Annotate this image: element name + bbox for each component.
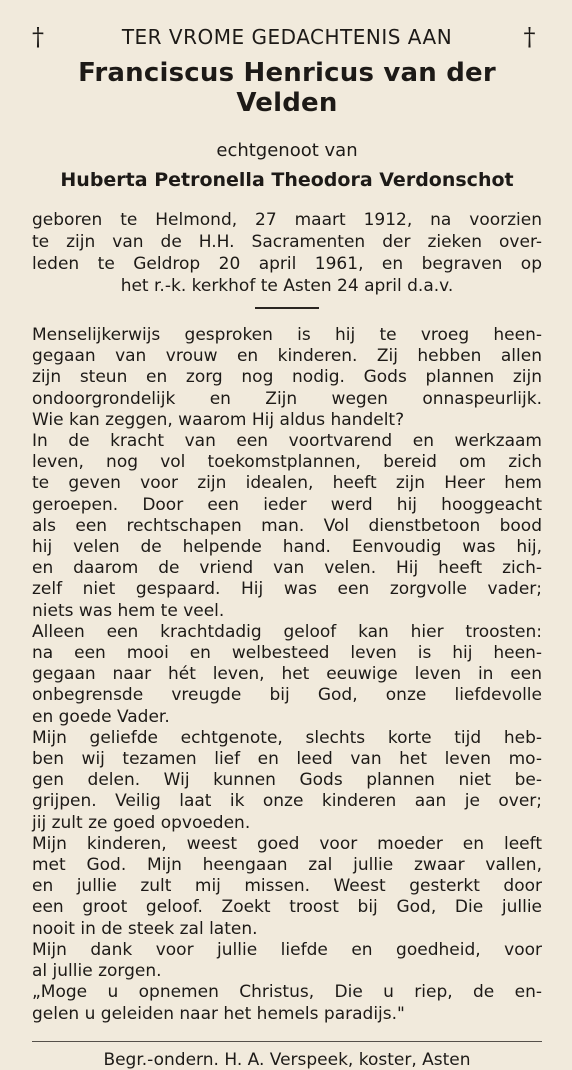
undertaker-credit: Begr.-ondern. H. A. Verspeek, koster, Asten (103, 1049, 471, 1070)
text-line: hij velen de helpende hand. Eenvoudig was hij, (32, 537, 542, 558)
text-line: zijn steun en zorg nog nodig. Gods plannen zijn (32, 367, 542, 388)
text-line: een groot geloof. Zoekt troost bij God, Die jullie (32, 897, 542, 918)
memorial-text (32, 325, 542, 1025)
text-line: en daarom de vriend van velen. Hij heeft zich- (32, 558, 542, 579)
header-title: TER VROME GEDACHTENIS AAN (121, 25, 453, 49)
text-line: ondoorgrondelijk en Zijn wegen onnaspeurlijk. (32, 388, 542, 409)
text-line: geroepen. Door een ieder werd hij hooggeacht (32, 494, 542, 515)
cross-icon-left: † (32, 23, 45, 51)
text-line: gegaan van vrouw en kinderen. Zij hebben allen (32, 346, 542, 367)
birth-line: leden te Geldrop 20 april 1961, en begraven op (32, 254, 542, 274)
text-line: na een mooi en welbesteed leven is hij heen- (32, 643, 542, 664)
text-line: te geven voor zijn idealen, heeft zijn Heer hem (32, 473, 542, 494)
short-divider (255, 307, 319, 309)
text-line: met God. Mijn heengaan zal jullie zwaar vallen, (32, 855, 542, 876)
text-line: „Moge u opnemen Christus, Die u riep, de en- (32, 982, 542, 1003)
spouse-label: echtgenoot van (216, 140, 358, 161)
text-line: en goede Vader. (32, 706, 170, 727)
text-line: Alleen een krachtdadig geloof kan hier troosten: (32, 621, 542, 642)
cross-icon-right: † (523, 23, 536, 51)
text-line: nooit in de steek zal laten. (32, 918, 258, 939)
footer-divider (32, 1041, 542, 1042)
text-line: niets was hem te veel. (32, 600, 225, 621)
text-line: gegaan naar hét leven, het eeuwige leven in een (32, 664, 542, 685)
text-line: Menselijkerwijs gesproken is hij te vroeg heen- (32, 325, 542, 345)
text-line: gelen u geleiden naar het hemels paradijs." (32, 1003, 405, 1024)
text-line: leven, nog vol toekomstplannen, bereid om zich (32, 452, 542, 473)
text-line: Mijn kinderen, weest goed voor moeder en leeft (32, 833, 542, 854)
text-line: al jullie zorgen. (32, 961, 162, 982)
text-line: Mijn dank voor jullie liefde en goedheid, voor (32, 939, 542, 960)
text-line: Wie kan zeggen, waarom Hij aldus handelt? (32, 409, 405, 430)
text-line: ben wij tezamen lief en leed van het leven mo- (32, 749, 542, 770)
birth-line: het r.-k. kerkhof te Asten 24 april d.a.v. (120, 276, 454, 296)
birth-line: geboren te Helmond, 27 maart 1912, na voorzien (32, 210, 542, 230)
text-line: jij zult ze goed opvoeden. (32, 812, 251, 833)
text-line: zelf niet gespaard. Hij was een zorgvolle vader; (32, 579, 542, 600)
text-line: In de kracht van een voortvarend en werkzaam (32, 431, 542, 452)
text-line: onbegrensde vreugde bij God, onze liefdevolle (32, 685, 542, 706)
header (32, 22, 542, 52)
text-line: en jullie zult mij missen. Weest gesterkt door (32, 876, 542, 897)
birth-line: te zijn van de H.H. Sacramenten der zieken over- (32, 232, 542, 252)
text-line: als een rechtschapen man. Vol dienstbetoon bood (32, 515, 542, 536)
text-line: grijpen. Veilig laat ik onze kinderen aan je over; (32, 791, 542, 812)
text-line: Mijn geliefde echtgenote, slechts korte tijd heb- (32, 727, 542, 748)
spouse-name: Huberta Petronella Theodora Verdonschot (60, 169, 514, 191)
deceased-name: Franciscus Henricus van der Velden (78, 58, 496, 118)
birth-death-details (32, 209, 542, 297)
text-line: gen delen. Wij kunnen Gods plannen niet be- (32, 770, 542, 791)
